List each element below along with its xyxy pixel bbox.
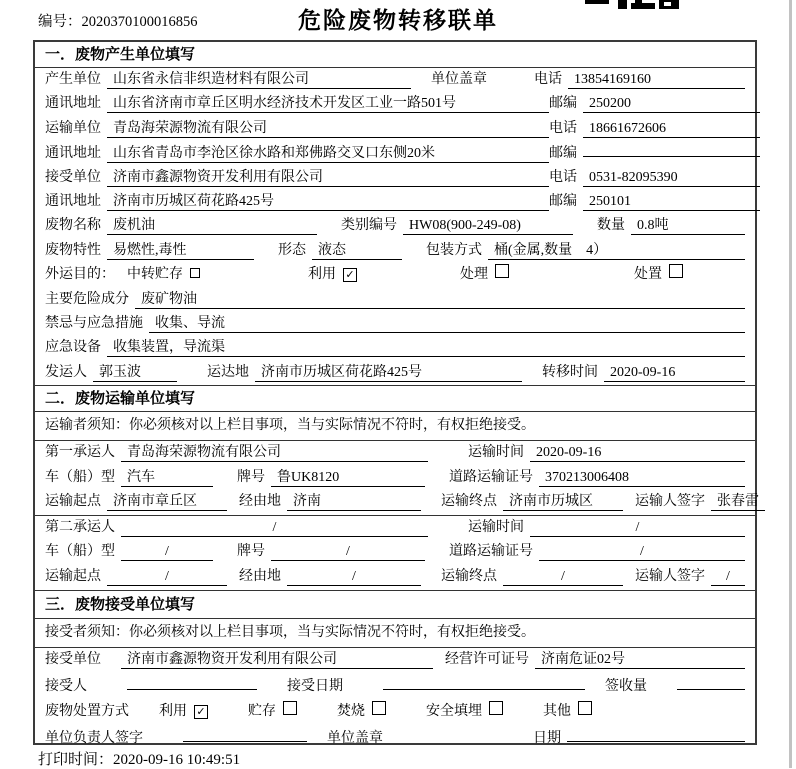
- disposal-use-checkbox: ✓: [194, 705, 208, 719]
- phone-label: 电话: [534, 72, 562, 87]
- packing-label: 包装方式: [426, 242, 482, 258]
- disposal-burn-label: 焚烧: [337, 704, 365, 720]
- row-carrier2: [35, 516, 755, 541]
- purpose-use-checkbox: ✓: [343, 268, 357, 282]
- transporter-address: 山东省青岛市李沧区徐水路和郑佛路交叉口东侧20米: [107, 142, 549, 163]
- date2-label: 日期: [533, 731, 561, 747]
- producer-phone: 13854169160: [568, 72, 745, 89]
- section3-header: 三．废物接受单位填写: [35, 591, 755, 619]
- print-time-label: 打印时间：: [38, 752, 114, 768]
- equipment-label: 应急设备: [45, 340, 101, 356]
- purpose-treat-label: 处理: [460, 267, 488, 283]
- disposal-store-checkbox: [283, 701, 297, 715]
- row-hazard: [35, 288, 755, 312]
- carrier1-origin: 济南市章丘区: [107, 490, 227, 511]
- plate-label: 牌号: [237, 544, 265, 560]
- row-receiver: [35, 166, 755, 190]
- carrier2-origin: /: [107, 569, 227, 586]
- carrier2-via: /: [287, 569, 421, 586]
- equipment: 收集装置，导流渠: [107, 336, 745, 357]
- row-waste-character: [35, 239, 755, 263]
- recipient-label: 接受人: [45, 678, 87, 694]
- transporter-value: 青岛海荣源物流有限公司: [107, 117, 549, 138]
- row-carrier2-vehicle: [35, 540, 755, 565]
- transporter-phone: 18661672606: [583, 121, 760, 138]
- serial-value: 2020370100016856: [81, 14, 198, 30]
- carrier1-plate: 鲁UK8120: [271, 466, 425, 487]
- row-receive-unit: [35, 648, 755, 674]
- row-carrier2-route: [35, 565, 755, 591]
- carrier2-label: 第二承运人: [45, 519, 115, 535]
- phone-label: 电话: [549, 120, 577, 136]
- character: 易燃性,毒性: [107, 239, 254, 260]
- manifest-form: [33, 40, 757, 745]
- disposal-other-label: 其他: [543, 704, 571, 720]
- transporter-label: 运输单位: [45, 120, 101, 136]
- row-waste-name: [35, 214, 755, 238]
- purpose-treat-checkbox: [495, 264, 509, 278]
- character-label: 废物特性: [45, 242, 101, 258]
- via-label: 经由地: [239, 494, 281, 510]
- receiver-notice: 接受者须知：你必须核对以上栏目事项，当与实际情况不符时，有权拒绝接受。: [35, 619, 755, 648]
- transport-time-label: 运输时间: [468, 519, 524, 535]
- signer: [183, 726, 307, 742]
- receive-date-label: 接受日期: [287, 678, 343, 694]
- disposal-landfill-checkbox: [489, 701, 503, 715]
- row-recipient: [35, 674, 755, 700]
- print-time: [38, 748, 240, 769]
- serial-label: 编号：: [38, 14, 82, 30]
- producer-label: 产生单位: [45, 72, 101, 87]
- amount-label: 签收量: [605, 678, 647, 694]
- category-label: 类别编号: [341, 218, 397, 234]
- address-label: 通讯地址: [45, 193, 101, 209]
- row-disposal: [35, 700, 755, 726]
- category-code: HW08(900-249-08): [403, 218, 573, 235]
- shipper: 郭玉波: [93, 361, 177, 382]
- row-carrier1-vehicle: [35, 466, 755, 491]
- sign-label: 运输人签字: [635, 569, 705, 585]
- via-label: 经由地: [239, 569, 281, 585]
- section2-header: 二．废物运输单位填写: [35, 385, 755, 412]
- section1-header: 一．废物产生单位填写: [35, 42, 755, 68]
- vehicle-label: 车（船）型: [45, 469, 115, 485]
- phone-label: 电话: [549, 169, 577, 185]
- disposal-label: 废物处置方式: [45, 704, 129, 720]
- waste-name-label: 废物名称: [45, 218, 101, 234]
- waste-name: 废机油: [107, 214, 317, 235]
- packing: 桶(金属,数量 4）: [488, 239, 745, 260]
- transfer-time-label: 转移时间: [542, 364, 598, 380]
- receive-unit: 济南市鑫源物资开发利用有限公司: [121, 648, 433, 669]
- receive-date: [383, 674, 585, 690]
- transfer-time: 2020-09-16: [604, 365, 745, 382]
- dest-label: 运输终点: [441, 569, 497, 585]
- signer-label: 单位负责人签字: [45, 731, 143, 747]
- physical-form: 液态: [312, 239, 402, 260]
- plate-label: 牌号: [237, 469, 265, 485]
- row-receiver-address: [35, 190, 755, 214]
- origin-label: 运输起点: [45, 494, 101, 510]
- row-carrier1: [35, 441, 755, 466]
- transporter-notice: 运输者须知：你必须核对以上栏目事项，当与实际情况不符时，有权拒绝接受。: [35, 412, 755, 441]
- transport-time-label: 运输时间: [468, 445, 524, 461]
- dest-label: 运输终点: [441, 494, 497, 510]
- unit-seal-label: 单位盖章: [327, 731, 383, 747]
- disposal-use-label: 利用: [159, 704, 187, 720]
- qr-code-fragment: [585, 0, 685, 9]
- purpose-transfer-label: 中转贮存: [127, 267, 183, 283]
- receiver-label: 接受单位: [45, 169, 101, 185]
- sign-label: 运输人签字: [635, 494, 705, 510]
- page-title: 危险废物转移联单: [298, 7, 498, 33]
- carrier2-time: /: [530, 520, 745, 537]
- row-producer-address: [35, 92, 755, 116]
- row-equipment: [35, 336, 755, 360]
- row-transporter-address: [35, 141, 755, 165]
- producer-value: 山东省永信非织造材料有限公司: [107, 68, 411, 89]
- disposal-store-label: 贮存: [248, 704, 276, 720]
- destination: 济南市历城区荷花路425号: [255, 361, 522, 382]
- hazard-label: 主要危险成分: [45, 291, 129, 307]
- producer-address: 山东省济南市章丘区明水经济技术开发区工业一路501号: [107, 92, 549, 113]
- license-number: 济南危证02号: [535, 648, 745, 669]
- carrier1-permit: 370213006408: [539, 470, 745, 487]
- permit-label: 道路运输证号: [449, 544, 533, 560]
- carrier1-time: 2020-09-16: [530, 445, 745, 462]
- receiver-zip: 250101: [583, 194, 760, 211]
- section-transporter: [35, 385, 759, 591]
- signed-amount: [677, 674, 745, 690]
- carrier1: 青岛海荣源物流有限公司: [121, 441, 428, 462]
- taboo-label: 禁忌与应急措施: [45, 315, 143, 331]
- receiver-value: 济南市鑫源物资开发利用有限公司: [107, 166, 549, 187]
- row-shipper: [35, 361, 755, 385]
- origin-label: 运输起点: [45, 569, 101, 585]
- zip-label: 邮编: [549, 96, 577, 112]
- carrier2-vehicle: /: [121, 544, 213, 561]
- carrier1-via: 济南: [287, 490, 421, 511]
- purpose-transfer-checkbox: [190, 268, 200, 278]
- purpose-use-label: 利用: [308, 267, 336, 283]
- document-header: [0, 0, 796, 40]
- seal-label: 单位盖章: [431, 72, 487, 87]
- disposal-burn-checkbox: [372, 701, 386, 715]
- address-label: 通讯地址: [45, 96, 101, 112]
- quantity: 0.8吨: [631, 214, 745, 235]
- hazard: 废矿物油: [135, 288, 745, 309]
- recipient: [127, 674, 257, 690]
- destination-label: 运达地: [207, 364, 249, 380]
- section-producer: [35, 42, 755, 385]
- transporter-zip: [583, 141, 760, 157]
- row-purpose: [35, 263, 755, 287]
- row-taboo: [35, 312, 755, 336]
- receiver-phone: 0531-82095390: [583, 170, 760, 187]
- permit-label: 道路运输证号: [449, 469, 533, 485]
- section-receiver: [35, 591, 755, 753]
- disposal-landfill-label: 安全填埋: [426, 704, 482, 720]
- license-label: 经营许可证号: [445, 651, 529, 667]
- purpose-dispose-checkbox: [669, 264, 683, 278]
- carrier1-vehicle: 汽车: [121, 466, 213, 487]
- scrollbar[interactable]: [789, 0, 792, 768]
- row-producer: [35, 68, 755, 92]
- carrier1-sign: 张春雷: [711, 490, 765, 511]
- receiver-address: 济南市历城区荷花路425号: [107, 190, 549, 211]
- receive-unit-label: 接受单位: [45, 651, 101, 667]
- print-time-value: 2020-09-16 10:49:51: [113, 752, 241, 768]
- carrier2-dest: /: [503, 569, 623, 586]
- carrier1-dest: 济南市历城区: [503, 490, 623, 511]
- carrier2-sign: /: [711, 569, 745, 586]
- form-label: 形态: [278, 242, 306, 258]
- carrier2-permit: /: [539, 544, 745, 561]
- date2: [567, 726, 745, 742]
- disposal-other-checkbox: [578, 701, 592, 715]
- purpose-dispose-label: 处置: [634, 267, 662, 283]
- address-label: 通讯地址: [45, 146, 101, 162]
- purpose-label: 外运目的：: [45, 267, 115, 283]
- carrier1-label: 第一承运人: [45, 445, 115, 461]
- vehicle-label: 车（船）型: [45, 544, 115, 560]
- zip-label: 邮编: [549, 146, 577, 162]
- carrier2-plate: /: [271, 544, 425, 561]
- shipper-label: 发运人: [45, 364, 87, 380]
- row-transporter: [35, 117, 755, 141]
- quantity-label: 数量: [597, 218, 625, 234]
- zip-label: 邮编: [549, 193, 577, 209]
- taboo: 收集、导流: [149, 312, 745, 333]
- producer-zip: 250200: [583, 96, 760, 113]
- row-carrier1-route: [35, 490, 759, 516]
- carrier2: /: [121, 520, 428, 537]
